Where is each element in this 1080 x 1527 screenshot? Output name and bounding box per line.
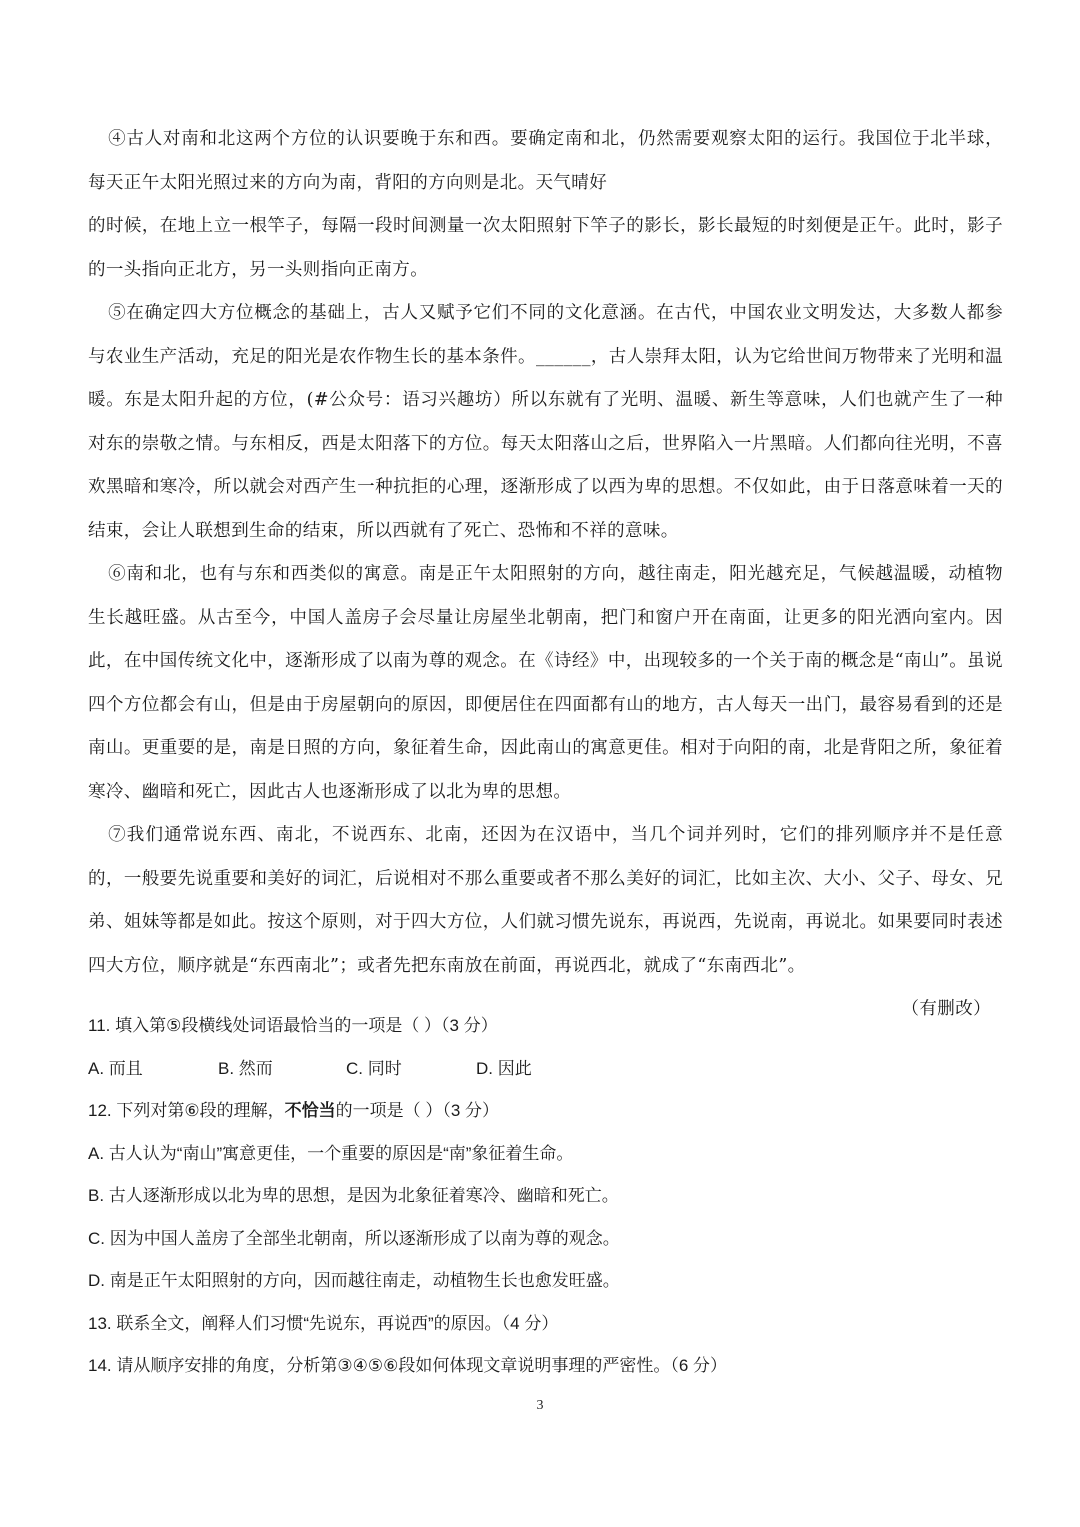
paragraph-4-part-1: ④古人对南和北这两个方位的认识要晚于东和西。要确定南和北，仍然需要观察太阳的运行。我国位于北半球，每天正午太阳光照过来的方向为南，背阳的方向则是北。天气晴好 [88, 129, 1003, 193]
paragraph-6: ⑥南和北，也有与东和西类似的寓意。南是正午太阳照射的方向，越往南走，阳光越充足，气候越温暖，动植物生长越旺盛。从古至今，中国人盖房子会尽量让房屋坐北朝南，把门和窗户开在南面，让更多的阳光洒向室内。因此，在中国传统文化中，逐渐形成了以南为尊的观念。在《诗经》中，出现较多的一个关于南的概念是“南山”。虽说四个方位都会有山，但是由于房屋朝向的原因，即便居住在四面都有山的地方，古人每天一出门，最容易看到的还是南山。更重要的是，南是日照的方向，象征着生命，因此南山的寓意更佳。相对于向阳的南，北是背阳之所，象征着寒冷、幽暗和死亡，因此古人也逐渐形成了以北为卑的思想。 [88, 564, 1003, 802]
question-11-option-a: A. 而且 [88, 1058, 143, 1078]
paragraph-4-part-2: 的时候，在地上立一根竿子，每隔一段时间测量一次太阳照射下竿子的影长，影长最短的时刻便是正午。此时，影子的一头指向正北方，另一头则指向正南方。 [88, 216, 1003, 280]
source-note: （有删改） [901, 999, 991, 1019]
question-12-stem [88, 1090, 1003, 1133]
question-11-option-d: D. 因此 [476, 1058, 532, 1078]
question-12-stem-before: 12. 下列对第⑥段的理解， [88, 1101, 285, 1120]
question-13: 13. 联系全文，阐释人们习惯“先说东，再说西”的原因。（4 分） [88, 1313, 559, 1333]
question-11-option-b: B. 然而 [218, 1058, 273, 1078]
question-12-stem-after: 的一项是（ ）（3 分） [335, 1101, 500, 1120]
question-11-options [88, 1048, 1003, 1091]
page-number: 3 [536, 1398, 544, 1413]
question-12-option-d: D. 南是正午太阳照射的方向，因而越往南走，动植物生长也愈发旺盛。 [88, 1271, 620, 1290]
paragraph-7: ⑦我们通常说东西、南北，不说西东、北南，还因为在汉语中，当几个词并列时，它们的排列顺序并不是任意的，一般要先说重要和美好的词汇，后说相对不那么重要或者不那么美好的词汇，比如主次、大小、父子、母女、兄弟、姐妹等都是如此。按这个原则，对于四大方位，人们就习惯先说东，再说西，先说南，再说北。如果要同时表述四大方位，顺序就是“东西南北”；或者先把东南放在前面，再说西北，就成了“东南西北”。 [88, 825, 1003, 976]
question-12-stem-emphasis: 不恰当 [284, 1101, 336, 1120]
question-11-option-c: C. 同时 [346, 1058, 402, 1078]
questions-section [88, 1005, 1003, 1388]
question-12-option-a: A. 古人认为“南山”寓意更佳，一个重要的原因是“南”象征着生命。 [88, 1143, 574, 1163]
question-12-option-c: C. 因为中国人盖房了全部坐北朝南，所以逐渐形成了以南为尊的观念。 [88, 1228, 620, 1248]
question-14: 14. 请从顺序安排的角度，分析第③④⑤⑥段如何体现文章说明事理的严密性。（6 分） [88, 1356, 727, 1375]
question-11-stem: 11. 填入第⑤段横线处词语最恰当的一项是（ ）（3 分） [88, 1016, 498, 1035]
question-12-option-b: B. 古人逐渐形成以北为卑的思想，是因为北象征着寒冷、幽暗和死亡。 [88, 1186, 619, 1205]
reading-passage [88, 118, 1003, 1032]
paragraph-5: ⑤在确定四大方位概念的基础上，古人又赋予它们不同的文化意涵。在古代，中国农业文明发达，大多数人都参与农业生产活动，充足的阳光是农作物生长的基本条件。______，古人崇拜太阳，认为它给世间万物带来了光明和温暖。东是太阳升起的方位，(#公众号：语习兴趣坊）所以东就有了光明、温暖、新生等意味，人们也就产生了一种对东的崇敬之情。与东相反，西是太阳落下的方位。每天太阳落山之后，世界陷入一片黑暗。人们都向往光明，不喜欢黑暗和寒冷，所以就会对西产生一种抗拒的心理，逐渐形成了以西为卑的思想。不仅如此，由于日落意味着一天的结束，会让人联想到生命的结束，所以西就有了死亡、恐怖和不祥的意味。 [88, 303, 1003, 541]
